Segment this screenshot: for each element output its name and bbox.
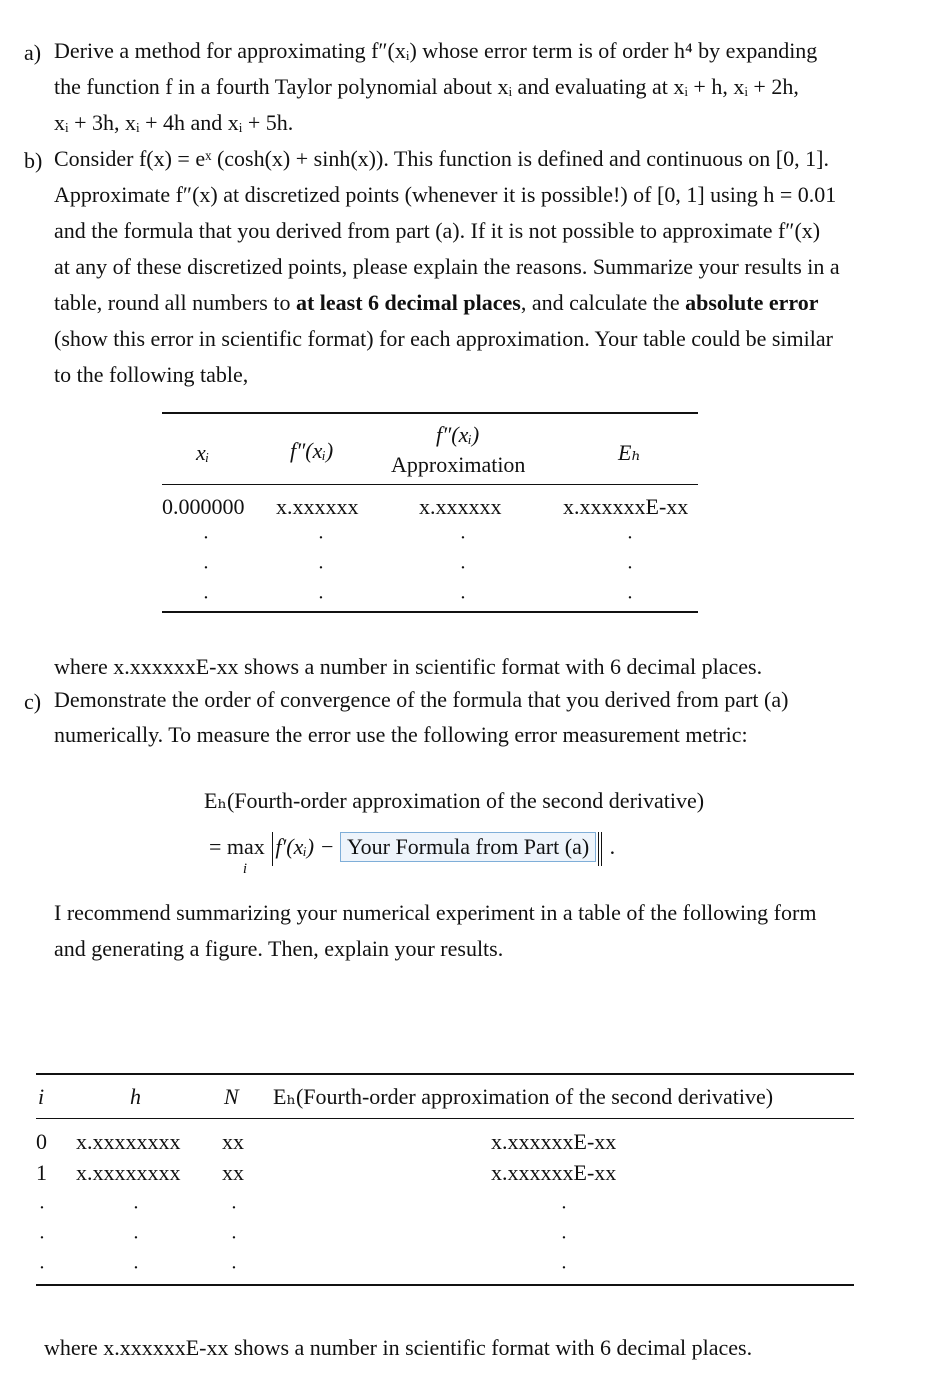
table2-header-eh: Eₕ(Fourth-order approximation of the second derivative): [273, 1084, 774, 1109]
table2-dots-col1: · · ·: [38, 1197, 46, 1279]
table2-dots-col2: · · ·: [132, 1197, 140, 1279]
part-b-line-4: at any of these discretized points, please explain the reasons. Summarize your results in a: [54, 254, 840, 279]
part-b-line-7: to the following table,: [54, 362, 249, 387]
part-a-line-2: the function f in a fourth Taylor polynomial about xᵢ and evaluating at xᵢ + h, xᵢ + 2h,: [54, 74, 799, 99]
table1-cell-approx: x.xxxxxx: [419, 494, 502, 519]
table2-header-h: h: [130, 1084, 141, 1109]
part-a-label: a): [24, 40, 42, 65]
part-a-line-3: xᵢ + 3h, xᵢ + 4h and xᵢ + 5h.: [54, 110, 294, 135]
table1-header-fpp: f″(xᵢ): [290, 438, 334, 463]
part-c-label: c): [24, 689, 42, 714]
part-b-label: b): [24, 148, 43, 173]
part-b-line-3: and the formula that you derived from part (a). If it is not possible to approximate f″(x): [54, 218, 821, 243]
part-b-line-5: table, round all numbers to at least 6 decimal places, and calculate the absolute error: [54, 290, 819, 315]
table1-mid-rule: [162, 484, 698, 485]
formula-line-1: Eₕ(Fourth-order approximation of the second derivative): [204, 788, 705, 813]
table2-note: where x.xxxxxxE-xx shows a number in scientific format with 6 decimal places.: [44, 1335, 753, 1360]
table2-header-i: i: [38, 1084, 45, 1109]
part-b-line-6: (show this error in scientific format) for each approximation. Your table could be similar: [54, 326, 833, 351]
bold-absolute-error: absolute error: [685, 290, 819, 315]
table1-dots-col4: · · ·: [626, 527, 634, 609]
table1-header-eh: Eₕ: [618, 440, 641, 465]
table2-bottom-rule: [36, 1284, 854, 1286]
bold-decimal-places: at least 6 decimal places: [295, 290, 521, 315]
formula-fprime: f′(xᵢ) −: [275, 834, 335, 859]
table2-dots-col3: · · ·: [230, 1197, 238, 1279]
table1-header-xi: xᵢ: [196, 440, 210, 465]
recommend-line-2: and generating a figure. Then, explain your results.: [54, 936, 504, 961]
table1-cell-xi: 0.000000: [162, 494, 245, 519]
part-c-line-1: Demonstrate the order of convergence of the formula that you derived from part (a): [54, 687, 789, 712]
table1-cell-eh: x.xxxxxxE-xx: [563, 494, 689, 519]
part-b-line-1: Consider f(x) = eˣ (cosh(x) + sinh(x)). This function is defined and continuous on [0, 1].: [54, 146, 829, 171]
table1-header-fpp-approx-top: f″(xᵢ): [436, 422, 480, 447]
table1-note: where x.xxxxxxE-xx shows a number in scientific format with 6 decimal places.: [54, 654, 763, 679]
table1-top-rule: [162, 412, 698, 414]
table1-dots-col3: · · ·: [459, 527, 467, 609]
table2-header-n: N: [224, 1084, 239, 1109]
formula-max: max i: [227, 830, 265, 864]
recommend-line-1: I recommend summarizing your numerical experiment in a table of the following form: [54, 900, 817, 925]
table1-header-approximation: Approximation: [391, 452, 526, 477]
table1-bottom-rule: [162, 611, 698, 613]
part-b-line-2: Approximate f″(x) at discretized points (whenever it is possible!) of [0, 1] using h = 0.01: [54, 182, 837, 207]
formula-part-a-box: Your Formula from Part (a): [340, 832, 596, 862]
part-a-line-1: Derive a method for approximating f″(xᵢ) whose error term is of order h⁴ by expanding: [54, 38, 818, 63]
table1-dots-col2: · · ·: [317, 527, 325, 609]
table2-mid-rule: [36, 1118, 854, 1119]
formula-max-sub: i: [242, 861, 248, 877]
part-c-line-2: numerically. To measure the error use the following error measurement metric:: [54, 722, 748, 747]
table2-top-rule: [36, 1073, 854, 1075]
table1-cell-fpp: x.xxxxxx: [276, 494, 359, 519]
table1-dots-col1: · · ·: [202, 527, 210, 609]
table2-dots-col4: · · ·: [560, 1197, 568, 1279]
formula-line-2: = max i f′(xᵢ) − Your Formula from Part (a) .: [209, 830, 615, 866]
